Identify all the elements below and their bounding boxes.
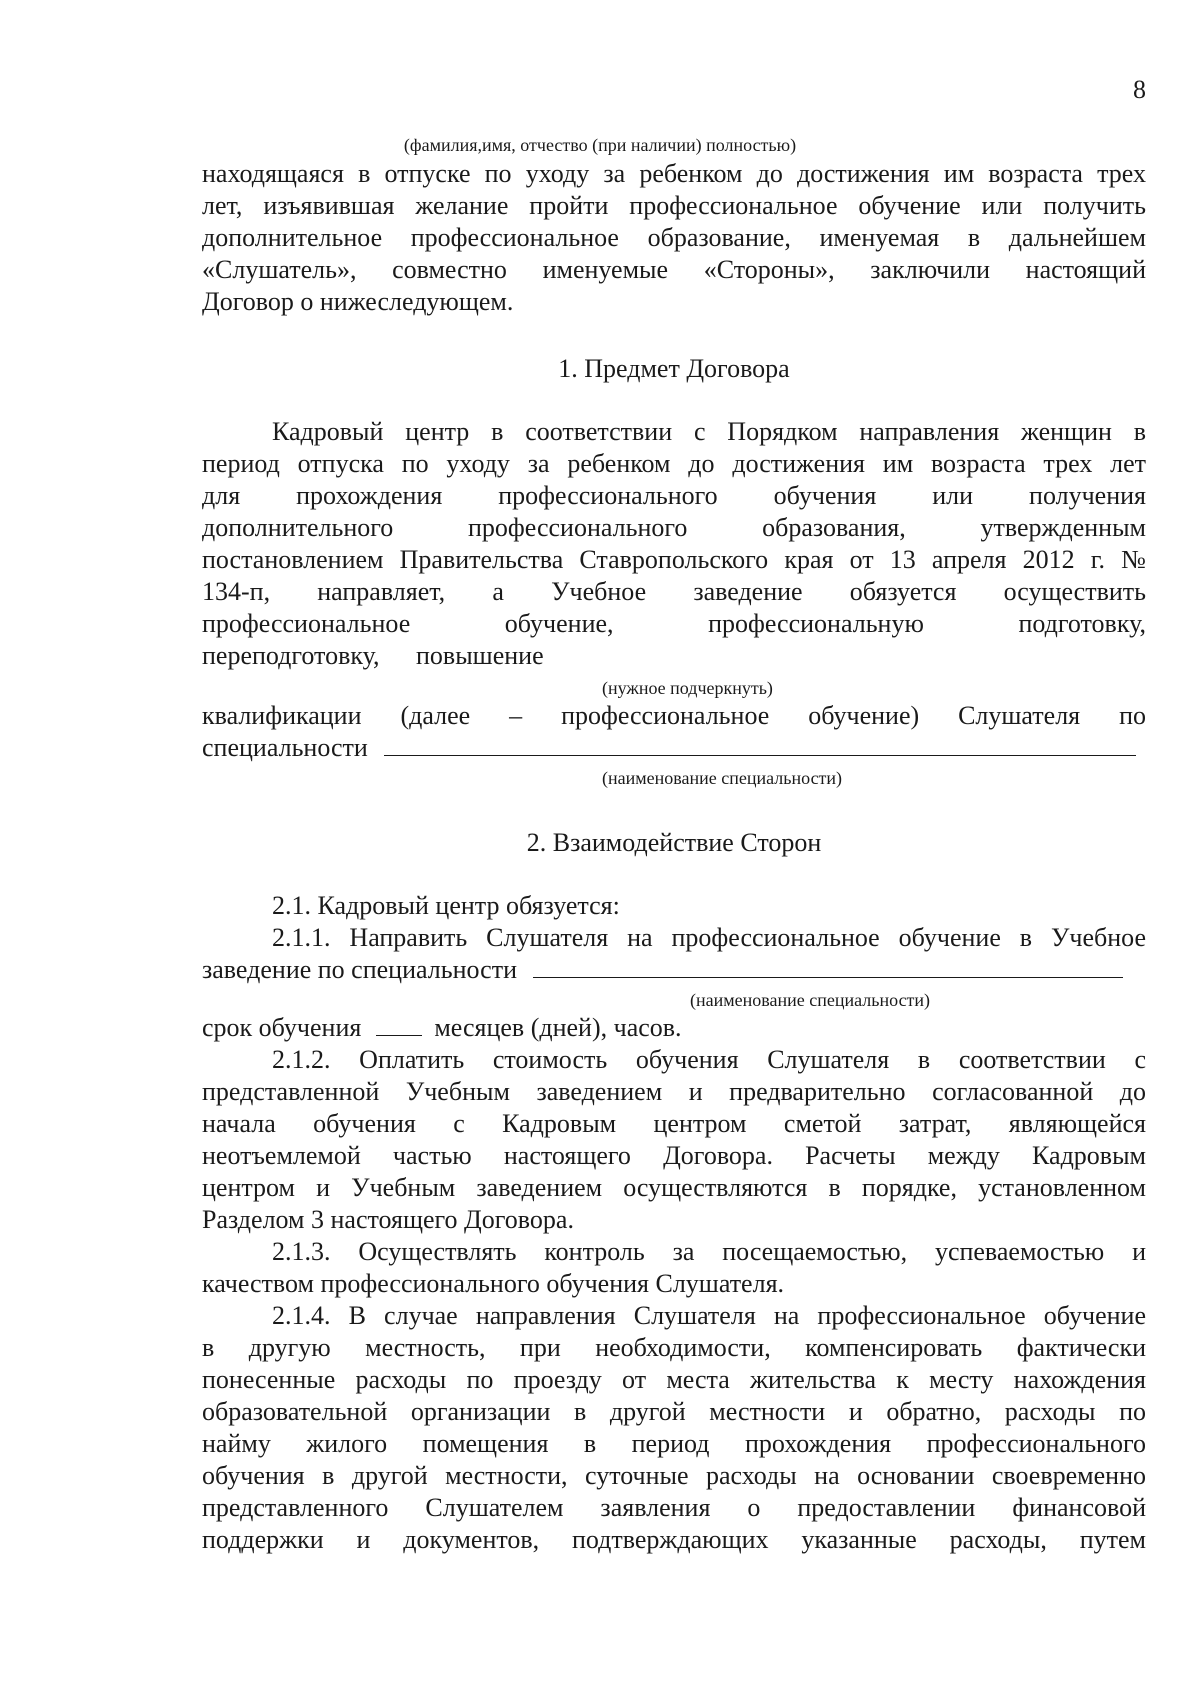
intro-line: дополнительное профессиональное образование, именуемая в дальнейшем [202, 223, 1146, 252]
intro-line: Договор о нижеследующем. [202, 287, 514, 316]
clause-2-1-4-line: поддержки и документов, подтверждающих указанные расходы, путем [202, 1525, 1146, 1554]
intro-line: находящаяся в отпуске по уходу за ребенком до достижения им возраста трех [202, 159, 1146, 188]
clause-2-1: 2.1. Кадровый центр обязуется: [272, 891, 620, 920]
section-1-continuation: квалификации (далее – профессиональное обучение) Слушателя по [202, 701, 1146, 730]
page-number: 8 [1133, 75, 1146, 104]
clause-2-1-2-line: представленной Учебным заведением и предварительно согласованной до [202, 1077, 1146, 1106]
specialty-blank-field-2[interactable] [533, 976, 1123, 978]
section-1-line: переподготовку, повышение [202, 641, 544, 670]
clause-2-1-3-line: качеством профессионального обучения Слушателя. [202, 1269, 785, 1298]
section-1-line: для прохождения профессионального обучения или получения [202, 481, 1146, 510]
clause-2-1-2-line: 2.1.2. Оплатить стоимость обучения Слушателя в соответствии с [272, 1045, 1146, 1074]
section-1-line: дополнительного профессионального образования, утвержденным [202, 513, 1146, 542]
clause-2-1-2-line: центром и Учебным заведением осуществляются в порядке, установленном [202, 1173, 1146, 1202]
term-suffix: месяцев (дней), часов. [434, 1013, 682, 1042]
term-blank-field[interactable] [376, 1034, 422, 1036]
clause-2-1-1-label: заведение по специальности [202, 955, 517, 984]
section-1-line: постановлением Правительства Ставропольского края от 13 апреля 2012 г. № [202, 545, 1146, 574]
specialty-blank-field[interactable] [384, 754, 1136, 756]
section-1-line: профессиональное обучение, профессиональную подготовку, [202, 609, 1146, 638]
caption-underline: (нужное подчеркнуть) [602, 678, 773, 698]
specialty-label: специальности [202, 733, 368, 762]
section-2-title: 2. Взаимодействие Сторон [526, 828, 822, 857]
clause-2-1-4-line: представленного Слушателем заявления о предоставлении финансовой [202, 1493, 1146, 1522]
caption-fio: (фамилия,имя, отчество (при наличии) полностью) [403, 135, 797, 155]
clause-2-1-4-line: образовательной организации в другой местности и обратно, расходы по [202, 1397, 1146, 1426]
section-1-line: Кадровый центр в соответствии с Порядком направления женщин в [272, 417, 1146, 446]
clause-2-1-2-line: Разделом 3 настоящего Договора. [202, 1205, 574, 1234]
clause-2-1-2-line: неотъемлемой частью настоящего Договора. Расчеты между Кадровым [202, 1141, 1146, 1170]
intro-line: «Слушатель», совместно именуемые «Стороны», заключили настоящий [202, 255, 1146, 284]
term-line [202, 1012, 1146, 1044]
specialty-line [202, 732, 1146, 764]
clause-2-1-4-line: найму жилого помещения в период прохождения профессионального [202, 1429, 1146, 1458]
section-1-line: 134-п, направляет, а Учебное заведение обязуется осуществить [202, 577, 1146, 606]
section-1-title: 1. Предмет Договора [558, 354, 790, 383]
clause-2-1-3-line: 2.1.3. Осуществлять контроль за посещаемостью, успеваемостью и [272, 1237, 1146, 1266]
caption-specialty-2: (наименование специальности) [690, 990, 931, 1010]
clause-2-1-1-specialty [202, 954, 1146, 986]
clause-2-1-2-line: начала обучения с Кадровым центром сметой затрат, являющейся [202, 1109, 1146, 1138]
clause-2-1-4-line: понесенные расходы по проезду от места жительства к месту нахождения [202, 1365, 1146, 1394]
intro-line: лет, изъявившая желание пройти профессиональное обучение или получить [202, 191, 1146, 220]
clause-2-1-1-line: 2.1.1. Направить Слушателя на профессиональное обучение в Учебное [272, 923, 1146, 952]
clause-2-1-4-line: 2.1.4. В случае направления Слушателя на профессиональное обучение [272, 1301, 1146, 1330]
clause-2-1-4-line: обучения в другой местности, суточные расходы на основании своевременно [202, 1461, 1146, 1490]
caption-specialty: (наименование специальности) [602, 768, 843, 788]
clause-2-1-4-line: в другую местность, при необходимости, компенсировать фактически [202, 1333, 1146, 1362]
term-prefix: срок обучения [202, 1013, 362, 1042]
section-1-line: период отпуска по уходу за ребенком до достижения им возраста трех лет [202, 449, 1146, 478]
